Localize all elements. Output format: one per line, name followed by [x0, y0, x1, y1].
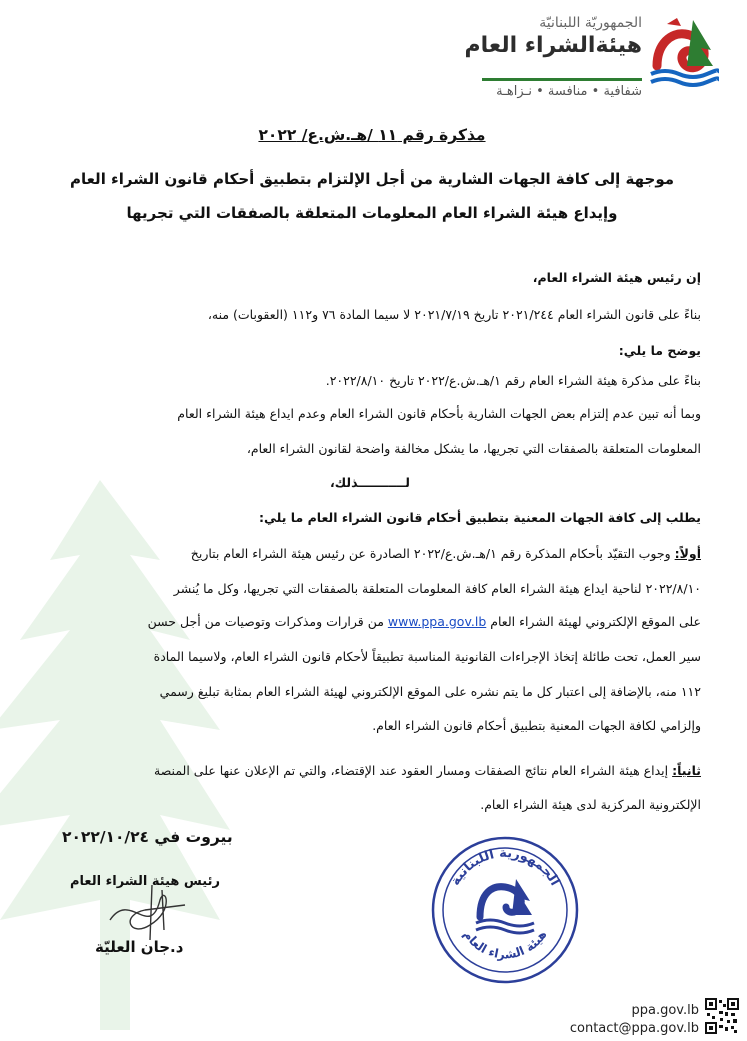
memo-subject-line2: وإيداع هيئة الشراء العام المعلومات المتعلقة بالصفقات التي تجريها	[126, 204, 618, 222]
memo-number: مذكرة رقم ١١ /هـ.ش.ع/ ٢٠٢٢	[258, 126, 486, 144]
law-basis-line: بناءً على قانون الشراء العام ٢٠٢١/٢٤٤ تاريخ ٢٠٢١/٧/١٩ لا سيما المادة ٧٦ و١١٢ (العقوبات) منه،	[207, 307, 701, 322]
whereas-line-1: وبما أنه تبين عدم إلتزام بعض الجهات الشارية بأحكام قانون الشراء العام وعدم ايداع هيئة الشراء العام	[177, 406, 701, 421]
svg-text:هيئة الشراء العام	[460, 928, 550, 962]
first-item-label: أولاً:	[674, 546, 701, 561]
whereas-line-2: المعلومات المتعلقة بالصفقات التي تجريها، ما يشكل مخالفة واضحة لقانون الشراء العام،	[246, 441, 701, 456]
logo-republic: الجمهوريّة اللبنانيّة	[539, 15, 642, 31]
first-item-line-2: ٢٠٢٢/٨/١٠ لناحية ايداع هيئة الشراء العام كافة المعلومات المتعلقة بالصفقات التي تجريها، وكل ما يُنشر	[173, 581, 701, 596]
second-item-label: ثانياً:	[672, 763, 701, 778]
first-item-text-3a: على الموقع الإلكتروني لهيئة الشراء العام	[486, 614, 701, 629]
clarifies-line: يوضح ما يلي:	[618, 343, 701, 358]
first-item-line-1	[41, 546, 701, 561]
svg-text:الجمهورية اللبنانية	[448, 846, 562, 888]
ppa-logo-icon	[647, 14, 719, 94]
second-item-text-1: إيداع هيئة الشراء العام نتائج الصفقات ومسار العقود عند الإقتضاء، والتي تم الإعلان عنها على المنصة	[154, 763, 673, 778]
footer-email[interactable]: contact@ppa.gov.lb	[569, 1021, 699, 1036]
logo-motto: شفافية • منافسة • نـزاهـة	[496, 84, 642, 99]
first-item-text-1: وجوب التقيّد بأحكام المذكرة رقم ١/هـ.ش.ع/٢٠٢٢ الصادرة عن رئيس هيئة الشراء العام بتاريخ	[190, 546, 675, 561]
footer-website[interactable]: ppa.gov.lb	[631, 1003, 699, 1018]
place-date: بيروت في ٢٠٢٢/١٠/٢٤	[62, 828, 233, 846]
second-item-line-2: الإلكترونية المركزية لدى هيئة الشراء العام.	[480, 797, 701, 812]
official-seal-icon	[430, 835, 580, 985]
logo-authority: هيئةالشراء العام	[464, 33, 642, 58]
first-item-line-6: وإلزامي لكافة الجهات المعنية بتطبيق أحكام قانون الشراء العام.	[372, 718, 701, 733]
therefore-line: لـــــــــــذلك،	[330, 475, 410, 490]
memo-subject-line1: موجهة إلى كافة الجهات الشارية من أجل الإلتزام بتطبيق أحكام قانون الشراء العام	[69, 170, 675, 188]
qr-code-icon	[705, 998, 739, 1034]
first-item-line-3	[41, 614, 701, 629]
memo-basis-line: بناءً على مذكرة هيئة الشراء العام رقم ١/هـ.ش.ع/٢٠٢٢ تاريخ ٢٠٢٢/٨/١٠.	[325, 373, 701, 388]
first-item-line-5: ١١٢ منه، بالإضافة إلى اعتبار كل ما يتم نشره على الموقع الإلكتروني لهيئة الشراء العام بمثابة تبليغ رسمي	[159, 684, 701, 699]
signer-name: د.جان العليّة	[95, 938, 184, 956]
seal-bottom-text: هيئة الشراء العام	[460, 927, 550, 962]
issuer-line: إن رئيس هيئة الشراء العام،	[532, 270, 701, 285]
requests-line: يطلب إلى كافة الجهات المعنية بتطبيق أحكام قانون الشراء العام ما يلي:	[259, 510, 701, 525]
seal-top-text: الجمهورية اللبنانية	[447, 845, 563, 889]
logo-divider	[482, 78, 642, 81]
signer-title: رئيس هيئة الشراء العام	[70, 874, 220, 889]
second-item-line-1	[41, 763, 701, 778]
ppa-website-link[interactable]: www.ppa.gov.lb	[387, 614, 487, 629]
first-item-line-4: سير العمل، تحت طائلة إتخاذ الإجراءات القانونية المناسبة تطبيقاً لأحكام قانون الشراء العام، ولاسيما المادة	[153, 649, 701, 664]
logo-text	[465, 14, 642, 60]
first-item-text-3b: من قرارات ومذكرات وتوصيات من أجل حسن	[147, 614, 388, 629]
